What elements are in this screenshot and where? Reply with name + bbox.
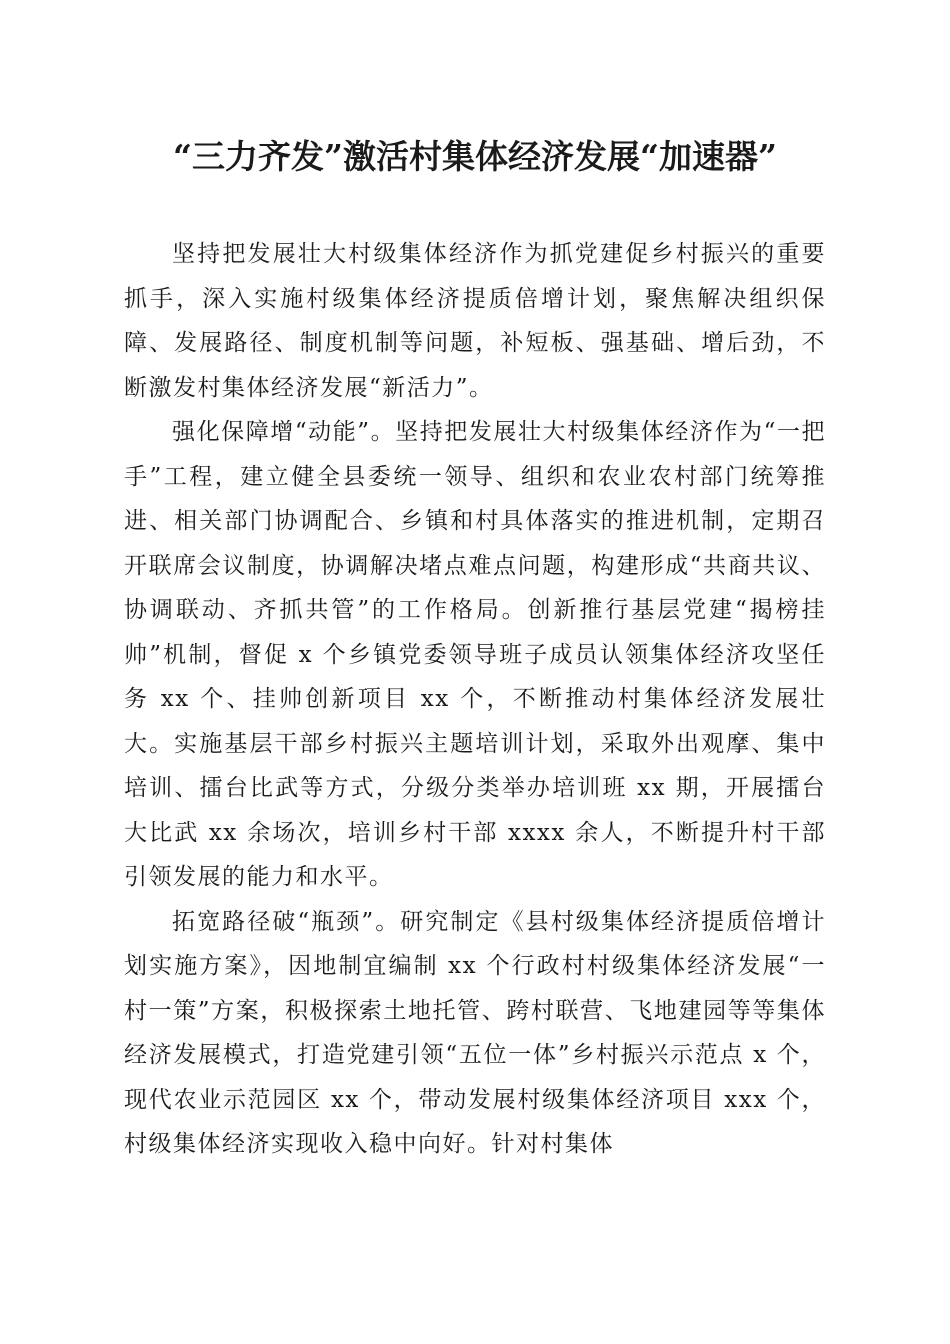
paragraph-pathway: 拓宽路径破“瓶颈”。研究制定《县村级集体经济提质倍增计划实施方案》，因地制宜编制 xx 个行政村村级集体经济发展“一村一策”方案，积极探索土地托管、跨村联营、飞地建园等等集体经济发展模式，打造党建引领“五位一体”乡村振兴示范点 x 个，现代农业示范园区 xx 个，带动发展村级集体经济项目 xxx 个，村级集体经济实现收入稳中向好。针对村集体 <box>124 908 826 1157</box>
paragraph-intro: 坚持把发展壮大村级集体经济作为抓党建促乡村振兴的重要抓手，深入实施村级集体经济提质倍增计划，聚焦解决组织保障、发展路径、制度机制等问题，补短板、强基础、增后劲，不断激发村集体经济发展“新活力”。 <box>124 241 826 401</box>
document-body <box>124 232 826 1167</box>
paragraph-guarantee: 强化保障增“动能”。坚持把发展壮大村级集体经济作为“一把手”工程，建立健全县委统一领导、组织和农业农村部门统筹推进、相关部门协调配合、乡镇和村具体落实的推进机制，定期召开联席会议制度，协调解决堵点难点问题，构建形成“共商共议、协调联动、齐抓共管”的工作格局。创新推行基层党建“揭榜挂帅”机制，督促 x 个乡镇党委领导班子成员认领集体经济攻坚任务 xx 个、挂帅创新项目 xx 个，不断推动村集体经济发展壮大。实施基层干部乡村振兴主题培训计划，采取外出观摩、集中培训、擂台比武等方式，分级分类举办培训班 xx 期，开展擂台大比武 xx 余场次，培训乡村干部 xxxx 余人，不断提升村干部引领发展的能力和水平。 <box>124 419 826 890</box>
document-title: “三力齐发”激活村集体经济发展“加速器” <box>173 137 777 176</box>
